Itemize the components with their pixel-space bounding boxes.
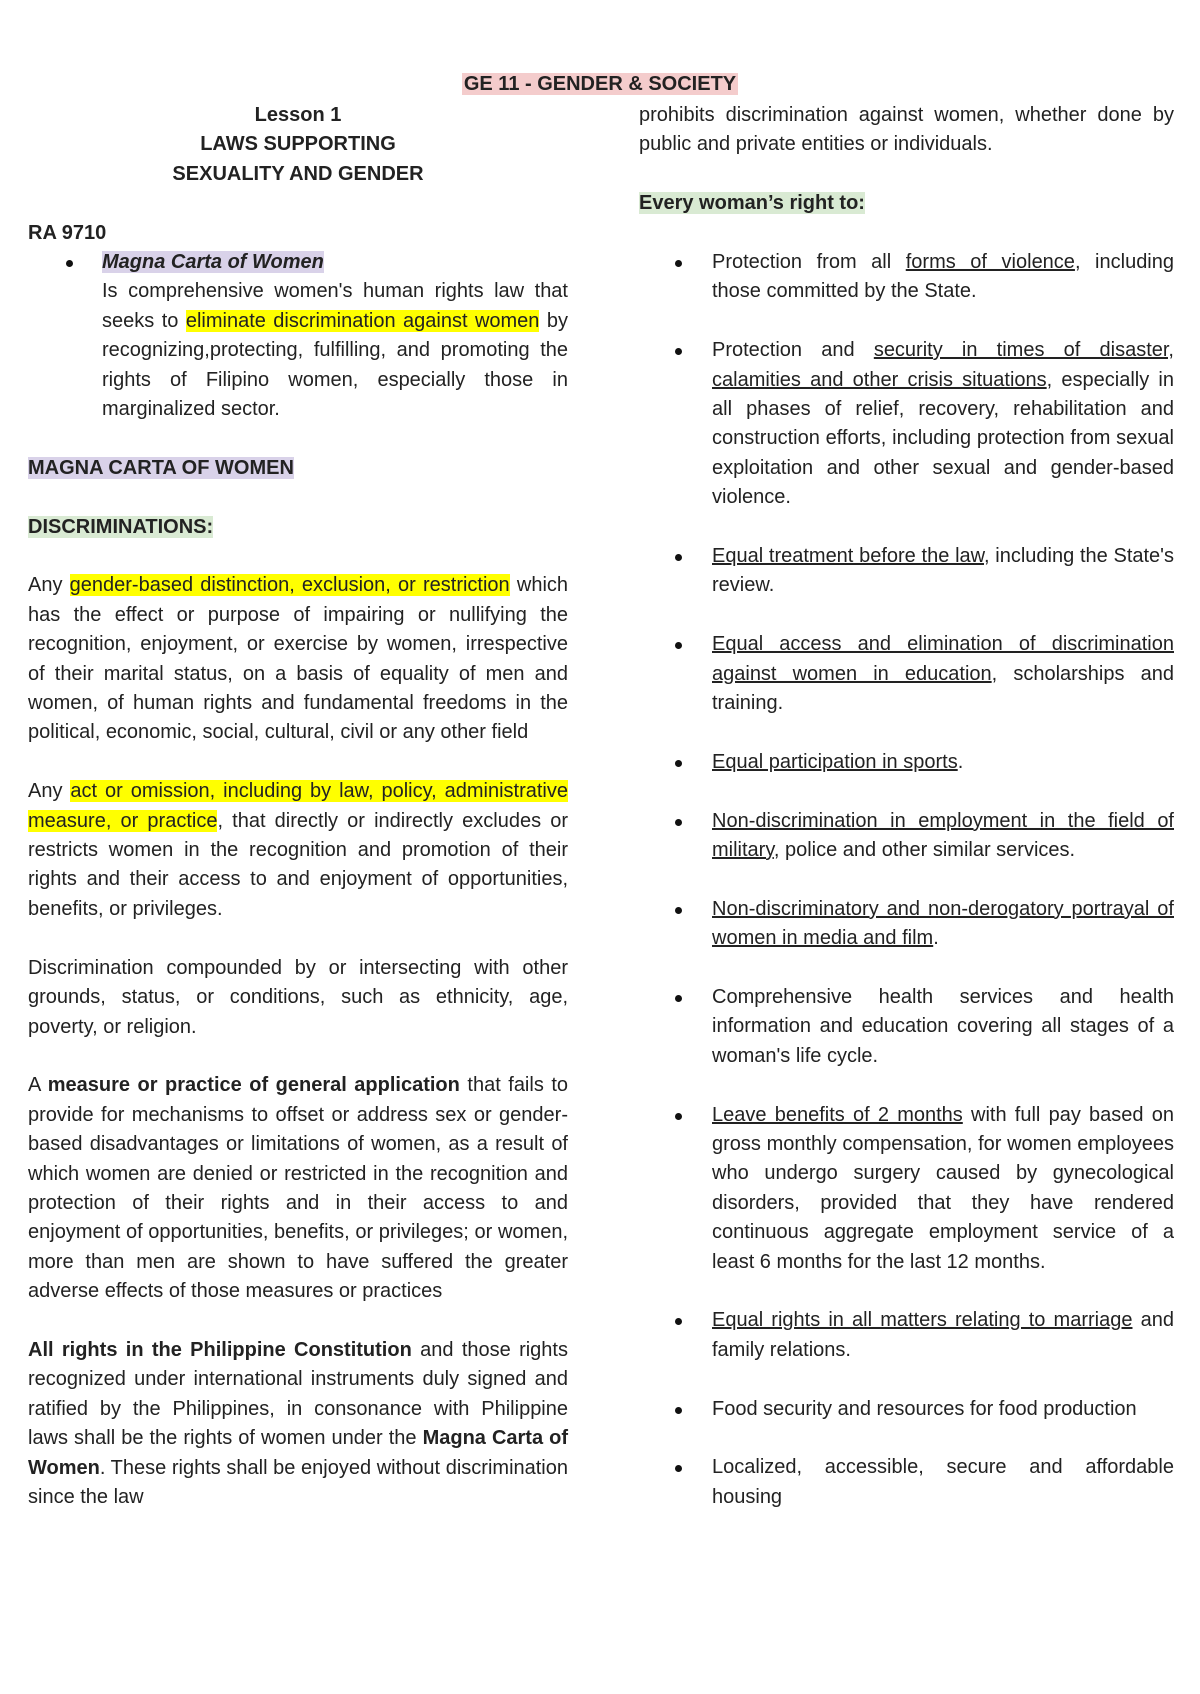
title-text: GE 11 - GENDER & SOCIETY (463, 73, 737, 95)
ra-number: RA 9710 (28, 221, 107, 244)
rights-list (639, 248, 1174, 1512)
list-item: Localized, accessible, secure and affordable housing (639, 1453, 1174, 1512)
discrimination-paragraph-2: Any act or omission, including by law, policy, administrative measure, or practice, that directly or indirectly excludes or restricts women in the recognition and promotion of their rights and their access to and enjoyment of opportunities, benefits, or privileges. (28, 780, 568, 920)
magna-definition: Is comprehensive women's human rights law that seeks to eliminate discrimination against women by recognizing,protecting, fulfilling, and promoting the rights of Filipino women, especially those in marginalized sector. (102, 280, 569, 421)
list-item: Protection and security in times of disaster, calamities and other crisis situations, especially in all phases of relief, recovery, rehabilitation and construction efforts, including protection from sexual exploitation and other sexual and gender-based violence. (639, 336, 1174, 512)
list-item: Equal treatment before the law, including the State's review. (639, 542, 1174, 601)
section-heading: MAGNA CARTA OF WOMEN (28, 456, 294, 479)
list-item: Protection from all forms of violence, including those committed by the State. (639, 248, 1174, 307)
highlight: gender-based distinction, exclusion, or restriction (69, 574, 510, 597)
discrimination-paragraph-5: All rights in the Philippine Constitution and those rights recognized under international instruments duly signed and ratified by the Philippines, in consonance with Philippine laws shall be the rights of women under the Magna Carta of Women. These rights shall be enjoyed without discrimination since the law (28, 1338, 568, 1508)
right-column (639, 101, 1174, 1512)
document-title (0, 71, 1200, 97)
lesson-heading-line1: LAWS SUPPORTING (200, 133, 396, 156)
list-item: Equal rights in all matters relating to marriage and family relations. (639, 1306, 1174, 1365)
discrimination-paragraph-1: Any gender-based distinction, exclusion, or restriction which has the effect or purpose of impairing or nullifying the recognition, enjoyment, or exercise by women, irrespective of their marital status, on a basis of equality of men and women, of human rights and fundamental freedoms in the political, economic, social, cultural, civil or any other field (28, 574, 569, 744)
discrimination-paragraph-4: A measure or practice of general application that fails to provide for mechanisms to offset or address sex or gender-based disadvantages or limitations of women, as a result of which women are denied or restricted in the recognition and protection of their rights and in their access to and enjoyment of opportunities, benefits, or privileges; or women, more than men are shown to have suffered the greater adverse effects of those measures or practices (28, 1074, 569, 1303)
lesson-heading-line2: SEXUALITY AND GENDER (172, 162, 424, 185)
highlight: act or omission, including by law, policy, administrative measure, or practice (28, 780, 568, 832)
bullet-icon (675, 760, 682, 767)
list-item: Leave benefits of 2 months with full pay based on gross monthly compensation, for women employees who undergo surgery caused by gynecological disorders, provided that they have rendered continuous aggregate employment service of a least 6 months for the last 12 months. (639, 1101, 1174, 1277)
magna-item (28, 248, 568, 424)
bullet-icon (675, 819, 682, 826)
bullet-icon (675, 1113, 682, 1120)
lesson-number: Lesson 1 (254, 104, 342, 126)
left-column (28, 101, 568, 1512)
list-item: Food security and resources for food production (639, 1395, 1174, 1424)
continued-paragraph: prohibits discrimination against women, whether done by public and private entities or individuals. (639, 104, 1174, 156)
list-item: Comprehensive health services and health information and education covering all stages of a woman's life cycle. (639, 983, 1174, 1071)
list-item: Non-discriminatory and non-derogatory portrayal of women in media and film. (639, 895, 1174, 954)
bullet-icon (675, 554, 682, 561)
highlight: eliminate discrimination against women (185, 309, 540, 332)
bullet-icon (675, 642, 682, 649)
bullet-icon (675, 260, 682, 267)
list-item: Equal participation in sports. (639, 748, 1174, 777)
bullet-icon (675, 1407, 682, 1414)
bullet-icon (675, 1465, 682, 1472)
list-item: Non-discrimination in employment in the field of military, police and other similar services. (639, 807, 1174, 866)
discriminations-heading: DISCRIMINATIONS: (28, 515, 214, 538)
bullet-icon (675, 995, 682, 1002)
discrimination-paragraph-3: Discrimination compounded by or intersecting with other grounds, status, or conditions, such as ethnicity, age, poverty, or religion. (28, 956, 568, 1038)
magna-list (28, 248, 568, 424)
list-item: Equal access and elimination of discrimination against women in education, scholarships and training. (639, 630, 1174, 718)
rights-heading: Every woman’s right to: (639, 192, 865, 215)
bullet-icon (675, 348, 682, 355)
bullet-icon (675, 907, 682, 914)
magna-label: Magna Carta of Women (102, 251, 324, 274)
bullet-icon (675, 1318, 682, 1325)
bullet-icon (66, 260, 73, 267)
